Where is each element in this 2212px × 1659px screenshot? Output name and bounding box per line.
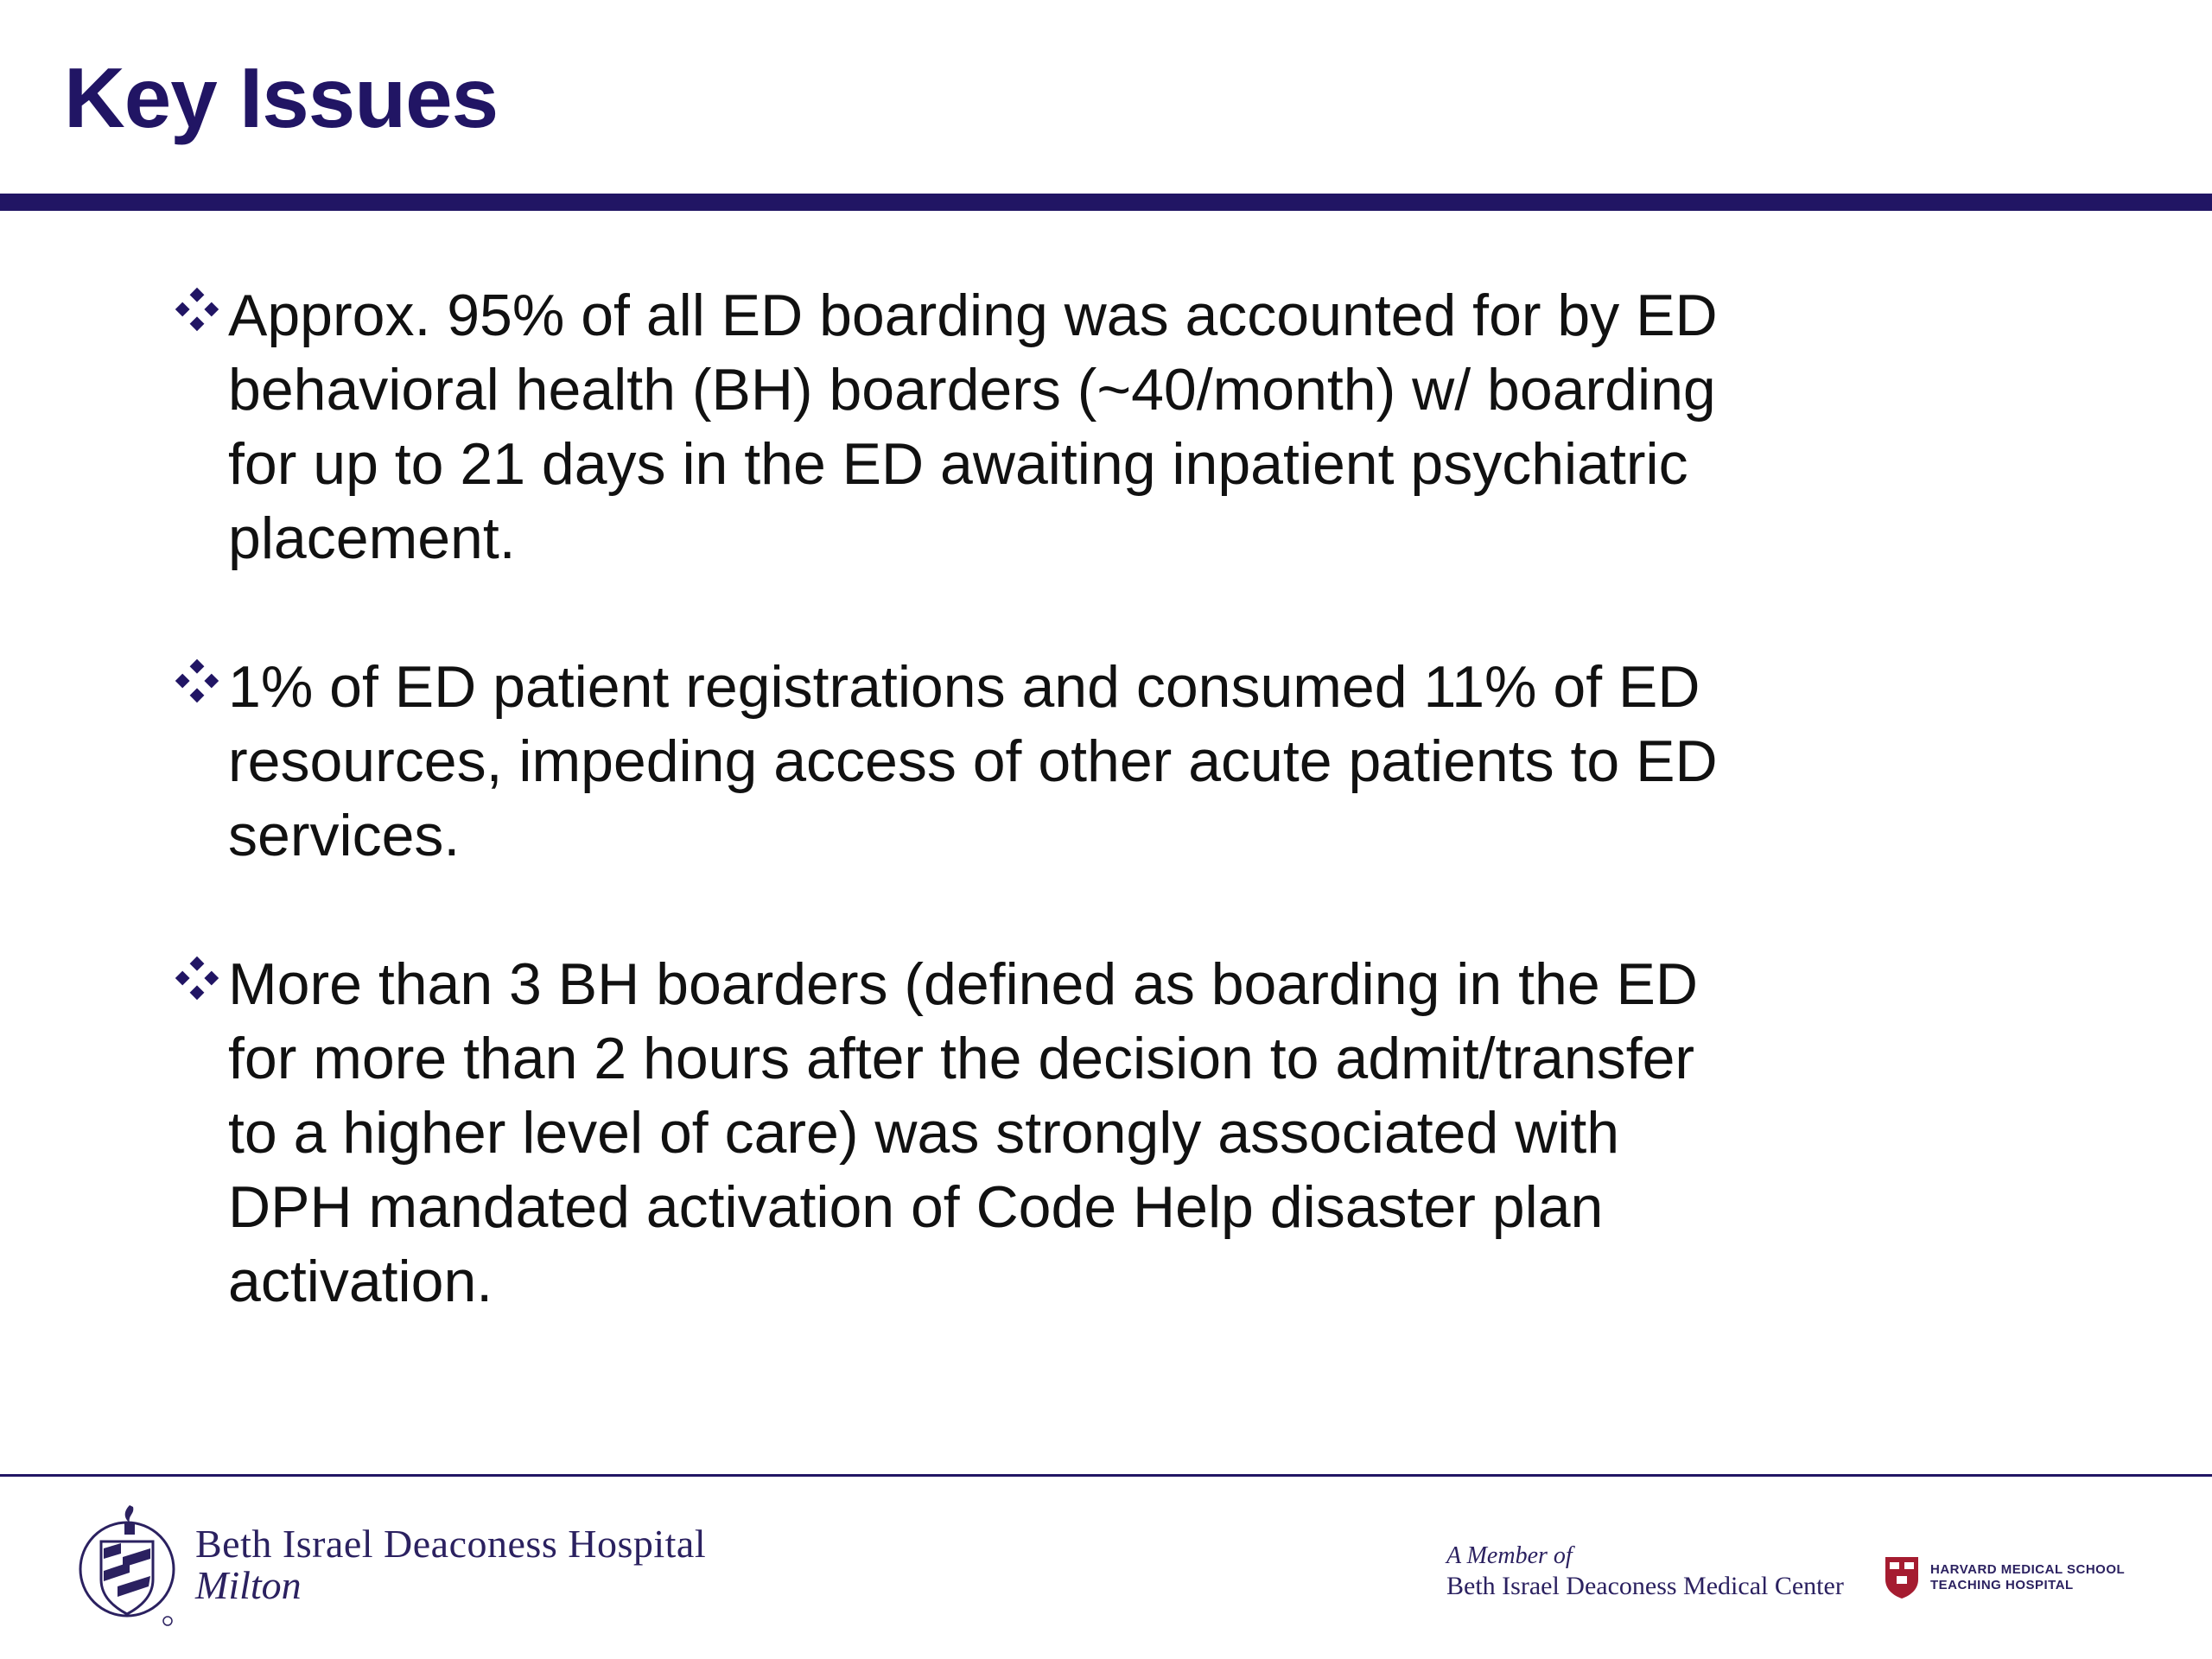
bullet-item	[173, 947, 1745, 1319]
footer-divider	[0, 1474, 2212, 1477]
member-organization: Beth Israel Deaconess Medical Center	[1446, 1572, 1844, 1600]
hospital-logo	[73, 1500, 706, 1628]
four-diamond-bullet-icon	[173, 657, 221, 705]
bullet-list	[173, 278, 1745, 1319]
member-of-block	[1446, 1541, 1844, 1602]
four-diamond-bullet-icon	[173, 954, 221, 1002]
four-diamond-bullet-icon	[173, 285, 221, 334]
harvard-shield-icon	[1884, 1555, 1920, 1600]
title-divider	[0, 194, 2212, 211]
bullet-text: Approx. 95% of all ED boarding was accounted for by ED behavioral health (BH) boarders (~40/month) w/ boarding for up to 21 days in the ED awaiting inpatient psychiatric placement.	[228, 283, 1718, 571]
hospital-seal-icon	[73, 1500, 181, 1628]
hospital-location: Milton	[195, 1563, 302, 1607]
bullet-item	[173, 278, 1745, 575]
bullet-text: More than 3 BH boarders (defined as boarding in the ED for more than 2 hours after the decision to admit/transfer to a higher level of care) was strongly associated with DPH mandated activation of Code Help disaster plan activation.	[228, 951, 1698, 1314]
harvard-teaching-hospital-badge	[1884, 1555, 2125, 1600]
hospital-logo-text	[195, 1522, 706, 1605]
harvard-text	[1930, 1562, 2125, 1593]
bullet-text: 1% of ED patient registrations and consumed 11% of ED resources, impeding access of other acute patients to ED services.	[228, 654, 1718, 868]
harvard-line-2: TEACHING HOSPITAL	[1930, 1578, 2074, 1592]
slide-title: Key Issues	[64, 50, 499, 145]
harvard-line-1: HARVARD MEDICAL SCHOOL	[1930, 1562, 2126, 1577]
member-of-label: A Member of	[1446, 1542, 1573, 1569]
bullet-item	[173, 650, 1745, 873]
hospital-name: Beth Israel Deaconess Hospital	[195, 1522, 707, 1566]
